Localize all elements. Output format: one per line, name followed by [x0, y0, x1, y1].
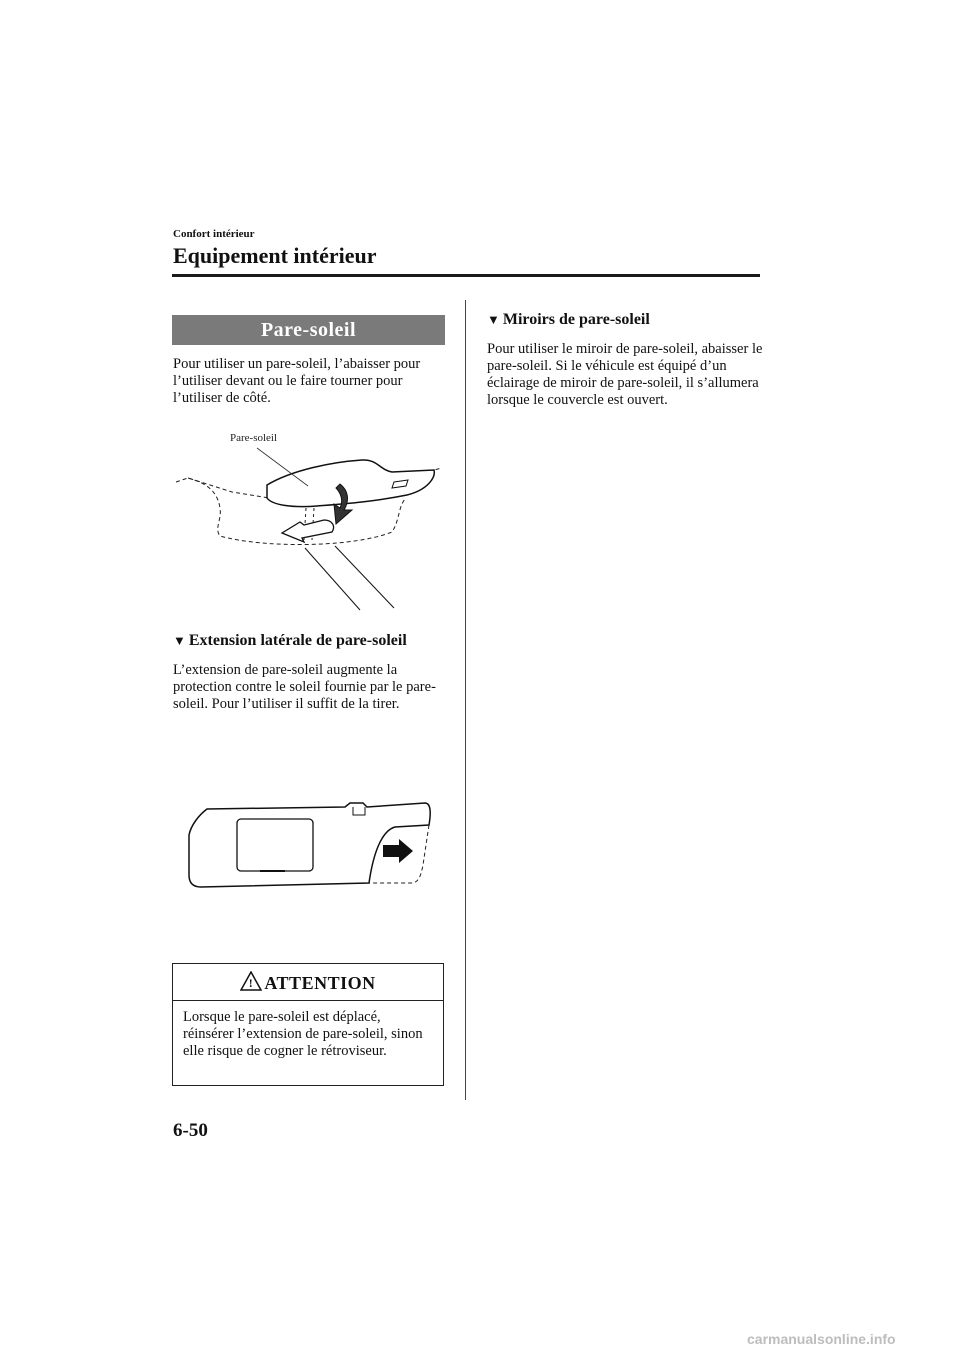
- watermark: carmanualsonline.info: [747, 1331, 896, 1347]
- extension-paragraph: L’extension de pare-soleil augmente la protection contre le soleil fournie par le pare-soleil. Pour l’utiliser il suffit de la tirer.: [173, 662, 436, 712]
- warning-triangle-icon: [240, 966, 262, 1004]
- attention-body: Lorsque le pare-soleil est déplacé, réinsérer l’extension de pare-soleil, sinon elle risque de cogner le rétroviseur.: [183, 1009, 423, 1059]
- page-number: 6-50: [173, 1120, 208, 1141]
- subheading-extension: [173, 632, 407, 650]
- mirrors-paragraph: Pour utiliser le miroir de pare-soleil, abaisser le pare-soleil. Si le véhicule est équipé d’un éclairage de miroir de pare-soleil, il s’allumera lorsque le couvercle est ouvert.: [487, 341, 763, 408]
- attention-box: [172, 963, 444, 1086]
- triangle-down-icon: ▼: [487, 312, 500, 327]
- triangle-down-icon: ▼: [173, 633, 186, 648]
- visor-extension-illustration: [185, 795, 440, 895]
- column-divider: [465, 300, 466, 1100]
- breadcrumb: Confort intérieur: [173, 228, 255, 240]
- attention-header: [173, 964, 443, 1001]
- figure-label: Pare-soleil: [230, 432, 278, 444]
- title-rule: [172, 274, 760, 277]
- attention-title: ATTENTION: [264, 973, 376, 993]
- subheading-mirrors-label: Miroirs de pare-soleil: [502, 311, 650, 328]
- sun-visor-illustration: [172, 420, 457, 615]
- page-title: Equipement intérieur: [173, 243, 377, 268]
- subheading-mirrors: [487, 311, 650, 329]
- svg-text:!: !: [249, 976, 254, 990]
- intro-paragraph: Pour utiliser un pare-soleil, l’abaisser pour l’utiliser devant ou le faire tourner pour l’utiliser de côté.: [173, 356, 421, 406]
- section-banner: Pare-soleil: [172, 315, 445, 345]
- subheading-extension-label: Extension latérale de pare-soleil: [188, 632, 407, 649]
